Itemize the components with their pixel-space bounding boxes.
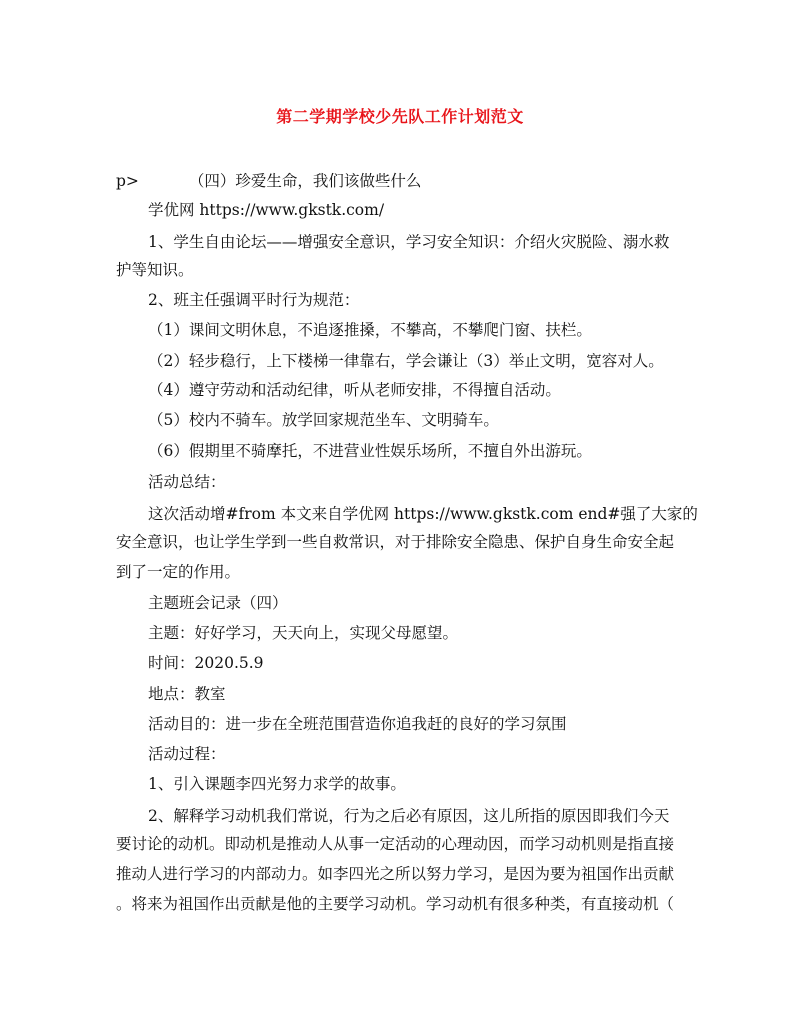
section-heading-line [116,170,421,192]
paragraph-line: 活动过程： [148,745,226,763]
paragraph-line: 主题班会记录（四） [148,594,288,612]
paragraph-line: （4）遵守劳动和活动纪律，听从老师安排，不得擅自活动。 [148,381,561,399]
paragraph-line: 。将来为祖国作出贡献是他的主要学习动机。学习动机有很多种类，有直接动机（ [116,895,675,913]
paragraph-line: 2、解释学习动机我们常说，行为之后必有原因，这儿所指的原因即我们今天 [148,807,670,825]
paragraph-line: 1、引入课题李四光努力求学的故事。 [148,775,406,793]
paragraph-line: 到了一定的作用。 [116,563,241,581]
paragraph-line: 这次活动增#from 本文来自学优网 https://www.gkstk.com end#强了大家的 [148,505,698,523]
paragraph-line: 要讨论的动机。即动机是推动人从事一定活动的心理动因，而学习动机则是指直接 [116,835,675,853]
paragraph-line: （2）轻步稳行，上下楼梯一律靠右，学会谦让（3）举止文明，宽容对人。 [148,352,664,370]
prefix-text: p> [116,172,139,190]
document-title: 第二学期学校少先队工作计划范文 [276,107,524,126]
paragraph-line: （1）课间文明休息，不追逐推搡，不攀高，不攀爬门窗、扶栏。 [148,321,592,339]
paragraph-line: 安全意识，也让学生学到一些自救常识，对于排除安全隐患、保护自身生命安全起 [116,533,675,551]
paragraph-line: 主题：好好学习，天天向上，实现父母愿望。 [148,624,459,642]
paragraph-line: 2、班主任强调平时行为规范： [148,291,360,309]
paragraph-line: （5）校内不骑车。放学回家规范坐车、文明骑车。 [148,411,499,429]
section-heading: （四）珍爱生命，我们该做些什么 [188,172,422,190]
paragraph-line: 地点：教室 [148,685,226,703]
paragraph-line: 1、学生自由论坛——增强安全意识，学习安全知识：介绍火灾脱险、溺水救 [148,233,670,251]
paragraph-line: 活动总结： [148,473,226,491]
paragraph-line: （6）假期里不骑摩托，不进营业性娱乐场所，不擅自外出游玩。 [148,442,592,460]
paragraph-line: 学优网 https://www.gkstk.com/ [148,201,385,219]
paragraph-line: 时间：2020.5.9 [148,654,264,672]
paragraph-line: 活动目的：进一步在全班范围营造你追我赶的良好的学习氛围 [148,715,567,733]
paragraph-line: 护等知识。 [116,261,194,279]
paragraph-line: 推动人进行学习的内部动力。如李四光之所以努力学习，是因为要为祖国作出贡献 [116,865,675,883]
